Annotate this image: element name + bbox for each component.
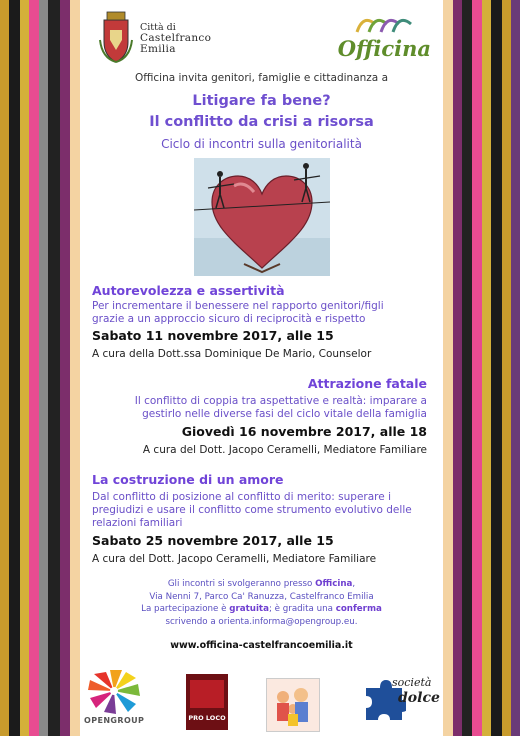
section-3-desc-line-2: pregiudizi e usare il conflitto come strumento evolutivo delle <box>92 504 412 516</box>
venue-address: Via Nenni 7, Parco Ca' Ranuzza, Castelfranco Emilia <box>149 591 374 602</box>
opengroup-logo <box>80 668 150 730</box>
section-2-curator: A cura del Dott. Jacopo Ceramelli, Mediatore Familiare <box>142 444 427 456</box>
societa-dolce-logo <box>362 672 442 732</box>
poster-content <box>80 0 443 736</box>
proloco-logo <box>186 674 228 730</box>
venue-info <box>80 578 443 628</box>
section-1-desc-line-2: grazie a un approccio sicuro di reciprocità e rispetto <box>92 313 366 325</box>
invite-line: Officina invita genitori, famiglie e cittadinanza a <box>134 72 389 84</box>
section-3-curator: A cura del Dott. Jacopo Ceramelli, Mediatore Familiare <box>92 553 377 565</box>
section-1-curator: A cura della Dott.ssa Dominique De Mario, Counselor <box>92 348 372 360</box>
venue-name: Officina <box>315 579 353 589</box>
participation-line <box>80 603 443 616</box>
participation-text-c: ; è gradita una <box>268 604 336 614</box>
website-link[interactable]: www.officina-castelfrancoemilia.it <box>170 640 353 651</box>
section-1-date: Sabato 11 novembre 2017, alle 15 <box>92 328 334 343</box>
right-stripe-border <box>443 0 520 736</box>
section-2-title: Attrazione fatale <box>307 376 427 391</box>
section-3-title: La costruzione di un amore <box>92 472 284 487</box>
city-line-1: Città di <box>140 22 176 33</box>
city-name <box>140 22 211 55</box>
opengroup-label: OPENGROUP <box>84 716 145 725</box>
venue-text-c: , <box>352 579 356 589</box>
opengroup-flower-icon <box>86 668 142 714</box>
family-figures-icon <box>267 679 319 731</box>
main-title-line-1: Litigare fa bene? <box>192 93 331 109</box>
societa-label: società <box>392 676 432 689</box>
section-1-title: Autorevolezza e assertività <box>92 283 285 298</box>
section-1-desc-line-1: Per incrementare il benessere nel rapporto genitori/figli <box>92 300 384 312</box>
city-line-3: Emilia <box>140 43 176 55</box>
venue-text-a: Gli incontri si svolgeranno presso <box>167 579 316 589</box>
contact-email[interactable]: scrivendo a orienta.informa@opengroup.eu. <box>165 616 358 627</box>
left-stripe-border <box>0 0 80 736</box>
section-3-date: Sabato 25 novembre 2017, alle 15 <box>92 533 334 548</box>
participation-free: gratuita <box>229 604 269 614</box>
proloco-emblem-icon <box>190 680 224 708</box>
section-2-desc-line-1: Il conflitto di coppia tra aspettative e realtà: imparare a <box>134 395 427 407</box>
family-illustration-logo <box>266 678 320 732</box>
subtitle: Ciclo di incontri sulla genitorialità <box>161 137 362 151</box>
section-2-desc-line-2: gestirlo nelle diverse fasi del ciclo vitale della famiglia <box>142 408 427 420</box>
participation-text-a: La partecipazione è <box>141 604 230 614</box>
sponsor-logos <box>80 668 443 732</box>
section-2-date: Giovedì 16 novembre 2017, alle 18 <box>181 424 427 439</box>
section-3-desc-line-3: relazioni familiari <box>92 517 183 529</box>
proloco-label: PRO LOCO <box>188 714 226 722</box>
city-line-2: Castelfranco <box>140 32 212 44</box>
main-title-line-2: Il conflitto da crisi a risorsa <box>149 114 374 130</box>
city-logo <box>98 10 238 64</box>
dolce-label: dolce <box>398 690 440 706</box>
section-3-desc-line-1: Dal conflitto di posizione al conflitto di merito: superare i <box>92 491 391 503</box>
participation-confirm: conferma <box>335 604 382 614</box>
city-crest-icon <box>98 10 134 64</box>
venue-line-1 <box>80 578 443 591</box>
officina-swirl-icon <box>353 12 413 36</box>
officina-wordmark: Officina <box>337 36 431 61</box>
heart-tightrope-illustration <box>194 158 330 276</box>
officina-logo <box>331 8 431 64</box>
